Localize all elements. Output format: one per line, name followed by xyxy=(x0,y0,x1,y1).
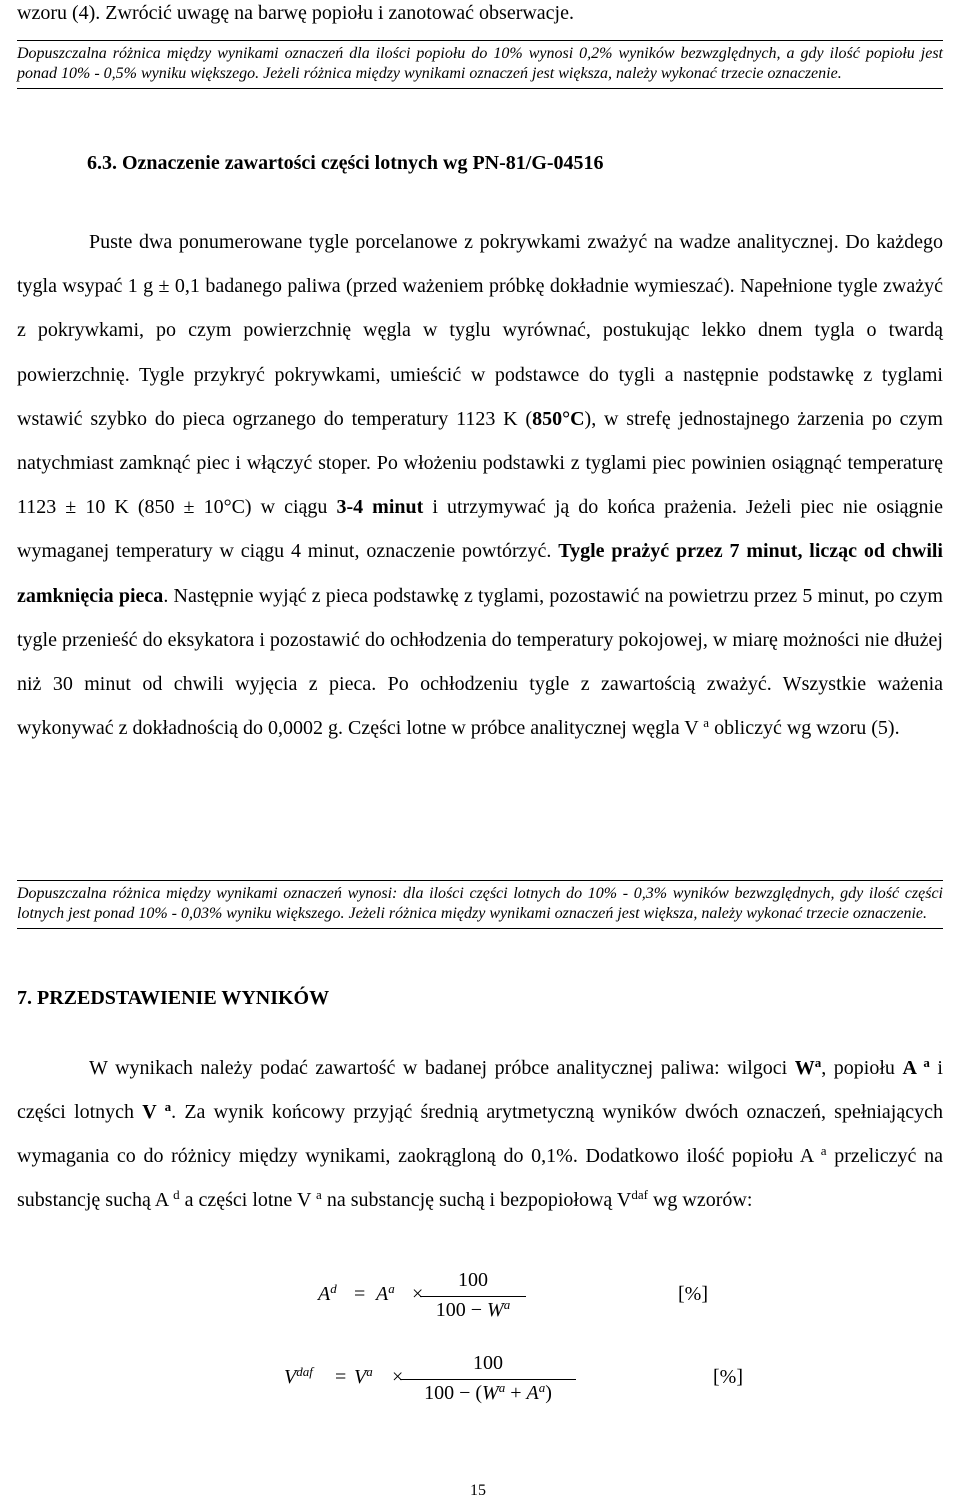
times-sign: × xyxy=(392,1366,404,1388)
times-sign: × xyxy=(412,1283,424,1305)
text: obliczyć wg wzoru (5). xyxy=(709,717,900,740)
text: W wynikach należy podać zawartość w badanej próbce analitycznej paliwa: wilgoci xyxy=(89,1057,795,1079)
formula-symbol: $V^{daf}$ xyxy=(284,1364,313,1388)
note-box-volatile: Dopuszczalna różnica między wynikami oznaczeń wynosi: dla ilości części lotnych do 10% - 0,3% wyników bezwzględnych, gdy ilość części lotnych jest ponad 10% - 0,03% wyniku większego. Jeżeli różnica między wynikami oznaczeń jest większa, należy wykonać trzecie oznaczenie. xyxy=(17,880,943,929)
text: i utrzymywać ją do końca prażenia. Jeżeli piec nie osiągnie wymaganej temperatury w ciągu 4 minut, oznaczenie powtórzyć. xyxy=(17,496,943,563)
denominator: $100 - (W^a + A^a)$ xyxy=(400,1379,576,1406)
fraction xyxy=(420,1268,526,1323)
bold-text: 850°C xyxy=(532,407,585,430)
text: i części lotnych xyxy=(17,1057,943,1123)
denominator: $100 - W^a$ xyxy=(420,1296,526,1323)
text: Puste dwa ponumerowane tygle porcelanowe z pokrywkami zważyć na wadze analitycznej. Do każdego tygla wsypać 1 g ± 0,1 badanego paliwa (przed ważeniem próbkę dokładnie wymieszać). Napełnione tygle zważyć z pokrywkami, po czym powierzchnię węgla w tyglu wyrównać, postukując lekko dnem tygla o twardą powierzchnię. Tygle przykryć pokrywkami, umieścić w podstawce do tygli a następnie podstawkę z tyglami wstawić szybko do pieca ogrzanego do temperatury 1123 K ( xyxy=(17,231,943,430)
superscript: daf xyxy=(631,1187,648,1202)
formula-symbol: $V^a$ xyxy=(354,1364,373,1388)
superscript: a xyxy=(316,1187,322,1202)
text: , popiołu xyxy=(821,1057,903,1079)
section-6-3-heading: 6.3. Oznaczenie zawartości części lotnych wg PN-81/G-04516 xyxy=(87,152,604,174)
text: . Następnie wyjąć z pieca podstawkę z tyglami, pozostawić na powietrzu przez 5 minut, po czym tygle przenieść do eksykatora i pozostawić do ochłodzenia do temperatury pokojowej, w miarę możności nie dłużej niż 30 minut od chwili wyjęcia z pieca. Po ochłodzeniu tygle z zawartością zważyć. Wszystkie ważenia wykonywać z dokładnością do 0,0002 g. Części lotne w próbce analitycznej węgla V xyxy=(17,584,943,740)
numerator: 100 xyxy=(458,1269,488,1291)
superscript: a xyxy=(820,1143,827,1158)
text: na substancję suchą i bezpopiołową V xyxy=(321,1189,632,1211)
section-7-paragraph xyxy=(17,1046,943,1222)
formula-symbol: $A^d$ xyxy=(318,1281,337,1305)
text: . Za wynik końcowy przyjąć średnią arytmetyczną wyników dwóch oznaczeń, spełniających wymagania co do różnicy między wynikami, zaokrągloną do 0,1%. Dodatkowo ilość popiołu A xyxy=(17,1101,943,1167)
equals-sign: = xyxy=(354,1283,366,1305)
bold-text: 3-4 minut xyxy=(336,496,424,519)
text: ), w strefę jednostajnego żarzenia po czym natychmiast zamknąć piec i włączyć stoper. Po włożeniu podstawki z tyglami piec powinien osiągnąć temperaturę 1123 ± 10 K (850 ± 10°C) w ciągu xyxy=(17,407,943,519)
unit-label: [%] xyxy=(713,1366,743,1388)
unit-label: [%] xyxy=(678,1283,708,1305)
bold-symbol: V $^a$ xyxy=(142,1099,172,1123)
text: a części lotne V xyxy=(179,1189,312,1211)
section-6-3-paragraph xyxy=(17,220,943,750)
text: przeliczyć na substancję suchą A xyxy=(17,1145,943,1211)
section-7-heading: 7. PRZEDSTAWIENIE WYNIKÓW xyxy=(17,987,330,1009)
superscript: d xyxy=(173,1187,180,1202)
equals-sign: = xyxy=(335,1366,347,1388)
fraction xyxy=(400,1351,576,1406)
bold-symbol: $W^a$ xyxy=(794,1055,822,1079)
bold-symbol: A $^a$ xyxy=(902,1055,930,1079)
numerator: 100 xyxy=(473,1352,503,1374)
bold-text: Tygle prażyć przez 7 minut, licząc od chwili zamknięcia pieca xyxy=(17,540,943,607)
note-box-ash: Dopuszczalna różnica między wynikami oznaczeń dla ilości popiołu do 10% wynosi 0,2% wyników bezwzględnych, a gdy ilość popiołu jest ponad 10% - 0,5% wyniku większego. Jeżeli różnica między wynikami oznaczeń jest większa, należy wykonać trzecie oznaczenie. xyxy=(17,40,943,89)
formula-symbol: $A^a$ xyxy=(376,1281,395,1305)
page-number: 15 xyxy=(470,1482,486,1499)
superscript: a xyxy=(703,715,710,731)
text: wg wzorów: xyxy=(647,1189,753,1211)
top-line: wzoru (4). Zwrócić uwagę na barwę popiołu i zanotować obserwacje. xyxy=(17,2,574,24)
